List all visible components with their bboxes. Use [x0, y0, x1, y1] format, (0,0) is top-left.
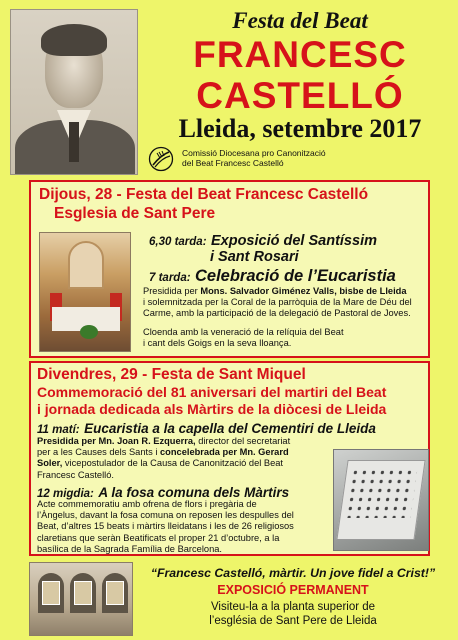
commission-logo-icon [148, 146, 174, 172]
footer-quote: “Francesc Castelló, màrtir. Un jove fidel a Crist!” [150, 566, 436, 580]
portrait-photo [10, 9, 138, 175]
event-cemetery-mass: 11 matí: Eucaristia a la capella del Cementiri de Lleida [37, 421, 376, 436]
closing-details: Cloenda amb la veneració de la relíquia del Beat i cant dels Goigs en la seva lloança. [143, 327, 344, 349]
exhibition-gallery-photo [29, 562, 133, 636]
thursday-heading: Dijous, 28 - Festa del Beat Francesc Castelló [39, 186, 369, 203]
exhibition-visit-info: Visiteu-la a la planta superior de l’església de Sant Pere de Lleida [209, 601, 377, 627]
place-date: Lleida, setembre 2017 [178, 114, 422, 143]
name-last: CASTELLÓ [196, 75, 404, 116]
event-eucharist: 7 tarda: Celebració de l’Eucaristia [149, 267, 396, 285]
cemetery-mass-details: Presidida per Mn. Joan R. Ezquerra, director del secretariat per a les Causes dels Sants i concelebrada per Mn. Gerard Soler, vicepostulador de la Causa de Canonització del Beat Francesc Castelló. [37, 436, 291, 480]
exhibition-title: EXPOSICIÓ PERMANENT [217, 583, 369, 597]
thursday-venue: Esglesia de Sant Pere [54, 205, 216, 222]
event-rosary: i Sant Rosari [210, 249, 299, 265]
name-first: FRANCESC [193, 34, 407, 75]
friday-subheading-1: Commemoració del 81 aniversari del martiri del Beat [37, 384, 387, 400]
memorial-tomb-photo [333, 449, 429, 551]
friday-subheading-2: i jornada dedicada als Màrtirs de la diòcesi de Lleida [37, 401, 387, 417]
event-exposition: 6,30 tarda: Exposició del Santíssim [149, 233, 377, 249]
festa-title: Festa del Beat [232, 8, 368, 33]
church-altar-photo [39, 232, 131, 352]
section-thursday [29, 180, 430, 358]
friday-heading: Divendres, 29 - Festa de Sant Miquel [37, 366, 306, 383]
section-friday [29, 361, 430, 556]
eucharist-details: Presidida per Mons. Salvador Giménez Valls, bisbe de Lleida i solemnitzada per la Coral de la parròquia de la Mare de Déu del Carme, amb la participació de la delegació de Pastoral de Joves. [143, 286, 412, 319]
common-grave-details: Acte commemoratiu amb ofrena de flors i pregària de l’Àngelus, davant la fosa comuna on reposen les despulles del Beat, d’altres 15 beats i màrtirs lleidatans i les de 26 religiosos claretians que seràn Beatificats el proper 21 d’octubre, a la basílica de la Sagrada Família de Barcelona. [37, 499, 294, 554]
event-common-grave: 12 migdia: A la fosa comuna dels Màrtirs [37, 485, 290, 500]
commission-text: Comissió Diocesana pro Canonització del Beat Francesc Castelló [182, 148, 326, 168]
